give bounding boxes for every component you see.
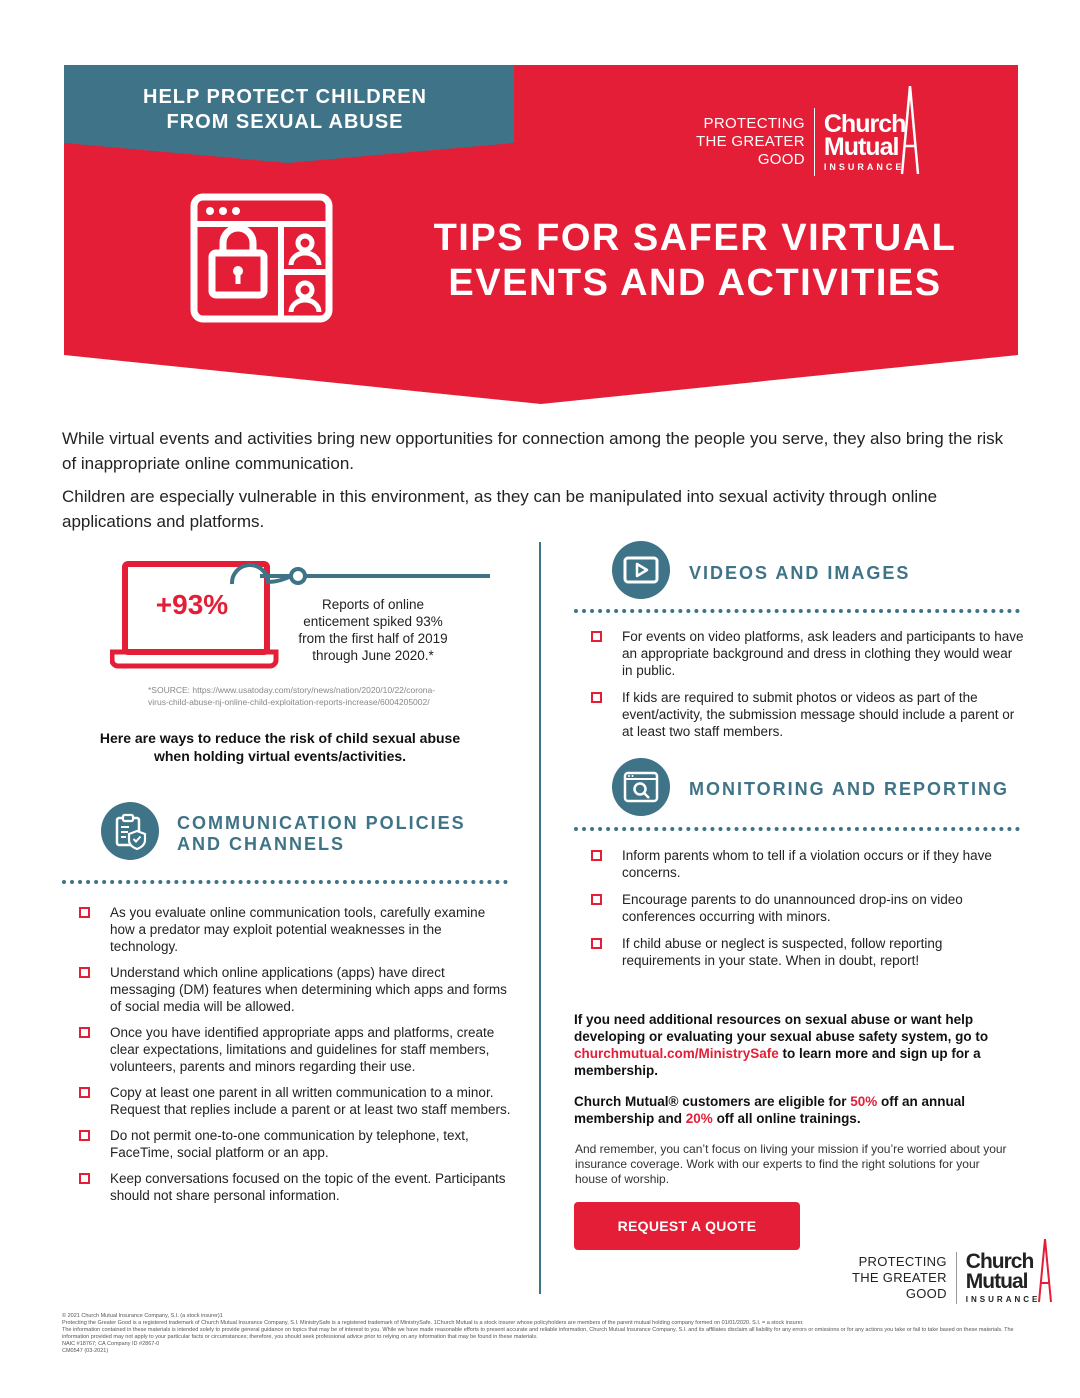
page-title: TIPS FOR SAFER VIRTUAL EVENTS AND ACTIVITIES	[433, 217, 957, 304]
stat-number: +93%	[155, 589, 229, 620]
list-item	[574, 891, 1024, 925]
remember-text: And remember, you can’t focus on living your mission if you’re worried about your insurance coverage. Work with our experts to find the right solutions for your house of worship.	[575, 1142, 1007, 1186]
list-item-text: Do not permit one-to-one communication by telephone, text, FaceTime, social platform or an app.	[110, 1128, 469, 1160]
list-item	[574, 935, 1024, 969]
banner-kicker: HELP PROTECT CHILDREN FROM SEXUAL ABUSE	[143, 86, 427, 133]
communication-section-title: COMMUNICATION POLICIES AND CHANNELS	[177, 813, 466, 854]
list-item-text: Understand which online applications (apps) have direct messaging (DM) features when determining which apps and forms of social media will be allowed.	[110, 965, 507, 1014]
column-divider	[539, 542, 541, 1294]
dotted-divider	[62, 880, 508, 884]
list-item	[62, 1084, 512, 1118]
bullet-square-icon	[79, 1173, 90, 1184]
list-item-text: For events on video platforms, ask leaders and participants to have an appropriate background and dress in clothing they would wear in public.	[622, 629, 1024, 678]
intro-text	[62, 426, 1022, 542]
video-play-icon	[612, 541, 670, 599]
browser-search-icon	[612, 758, 670, 816]
bullet-square-icon	[79, 907, 90, 918]
list-item	[62, 1127, 512, 1161]
bullet-square-icon	[79, 967, 90, 978]
bullet-square-icon	[591, 692, 602, 703]
legal-footer: © 2021 Church Mutual Insurance Company, S.I. (a stock insurer)1 Protecting the Greater Good is a registered trademark of Church Mutual Insurance Company, S.I. MinistrySafe is a registered trademark of MinistrySafe. 1Church Mutual is a stock insurer whose policyholders are members of the parent mutual holding company formed on 01/01/2020. S.I. = a stock insurer. The information contained in these materials is intended solely to provide general guidance on topics that may be of interest to you. While we have made reasonable efforts to present accurate and reliable information, Church Mutual Insurance Company, S.I. and its affiliates disclaim all liability for any errors or omissions or for any actions you take or fail to take based on these materials. The information provided may not apply to your particular facts or circumstances; therefore, you should seek professional advice prior to relying on any information that may be found in these materials. NAIC #18767; CA Company ID #2867-0 CM0547 (03-2021)	[62, 1313, 1014, 1354]
dotted-divider	[574, 827, 1020, 831]
intro-paragraph-1: While virtual events and activities bring new opportunities for connection among the people you serve, they also bring the risk of inappropriate online communication.	[62, 429, 1004, 473]
bullet-square-icon	[79, 1130, 90, 1141]
communication-list	[62, 904, 512, 1213]
list-item	[574, 847, 1024, 881]
steeple-icon	[1036, 1239, 1054, 1303]
list-item-text: If child abuse or neglect is suspected, follow reporting requirements in your state. When in doubt, report!	[622, 936, 943, 968]
list-item-text: Copy at least one parent in all written communication to a minor. Request that replies include a parent or at least two staff members.	[110, 1085, 511, 1117]
browser-lock-users-icon	[190, 193, 333, 323]
list-item	[574, 689, 1024, 740]
list-item-text: Inform parents whom to tell if a violation occurs or if they have concerns.	[622, 848, 992, 880]
list-item-text: Once you have identified appropriate apps and platforms, create clear expectations, limitations and guidelines for staff members, volunteers, parents and minors regarding their use.	[110, 1025, 495, 1074]
monitoring-section-title: MONITORING AND REPORTING	[689, 779, 1010, 799]
videos-section-title: VIDEOS AND IMAGES	[689, 563, 911, 583]
list-item	[62, 1170, 512, 1204]
videos-list	[574, 628, 1024, 750]
church-mutual-logo	[696, 108, 921, 176]
logo-brand: Church Mutual INSURANCE	[965, 1250, 1041, 1304]
clipboard-shield-icon	[101, 802, 159, 860]
list-item-text: Encourage parents to do unannounced drop-ins on video conferences occurring with minors.	[622, 892, 963, 924]
logo-tagline: PROTECTING THE GREATER GOOD	[696, 115, 805, 168]
bullet-square-icon	[591, 938, 602, 949]
list-item-text: As you evaluate online communication tools, carefully examine how a predator may exploit potential weaknesses in the technology.	[110, 905, 486, 954]
resources-callout: If you need additional resources on sexual abuse or want help developing or evaluating your sexual abuse safety system, go to churchmutual.com/MinistrySafe to learn more and sign up for a membership.	[574, 1012, 989, 1078]
request-quote-button[interactable]: REQUEST A QUOTE	[574, 1202, 800, 1250]
intro-paragraph-2: Children are especially vulnerable in this environment, as they can be manipulated into sexual activity through online applications and platforms.	[62, 487, 938, 531]
steeple-icon	[899, 86, 921, 176]
bullet-square-icon	[591, 850, 602, 861]
logo-tagline: PROTECTING THE GREATER GOOD	[852, 1254, 947, 1301]
ministrysafe-link[interactable]: churchmutual.com/MinistrySafe	[574, 1046, 779, 1061]
list-item-text: If kids are required to submit photos or videos as part of the event/activity, the submission message should include a parent or at least two staff members.	[622, 690, 1015, 739]
stat-source: *SOURCE: https://www.usatoday.com/story/news/nation/2020/10/22/corona-virus-child-abuse-nj-online-child-exploitation-reports-increase/6004205002/	[148, 685, 436, 707]
list-item	[62, 1024, 512, 1075]
list-item	[574, 628, 1024, 679]
list-item	[62, 964, 512, 1015]
bullet-square-icon	[79, 1027, 90, 1038]
list-item	[62, 904, 512, 955]
header-banner	[0, 0, 1080, 420]
church-mutual-logo-footer	[852, 1252, 1054, 1304]
tips-lead-in: Here are ways to reduce the risk of child sexual abuse when holding virtual events/activities.	[99, 730, 461, 764]
stat-description: Reports of online enticement spiked 93% from the first half of 2019 through June 2020.*	[298, 597, 448, 663]
banner-background	[0, 0, 1080, 420]
monitoring-list	[574, 847, 1024, 979]
bullet-square-icon	[79, 1087, 90, 1098]
dotted-divider	[574, 609, 1020, 613]
bullet-square-icon	[591, 631, 602, 642]
eligibility-callout: Church Mutual® customers are eligible for 50% off an annual membership and 20% off all online trainings.	[574, 1094, 966, 1126]
bullet-square-icon	[591, 894, 602, 905]
list-item-text: Keep conversations focused on the topic of the event. Participants should not share personal information.	[110, 1171, 506, 1203]
logo-brand: Church Mutual INSURANCE	[823, 109, 906, 172]
